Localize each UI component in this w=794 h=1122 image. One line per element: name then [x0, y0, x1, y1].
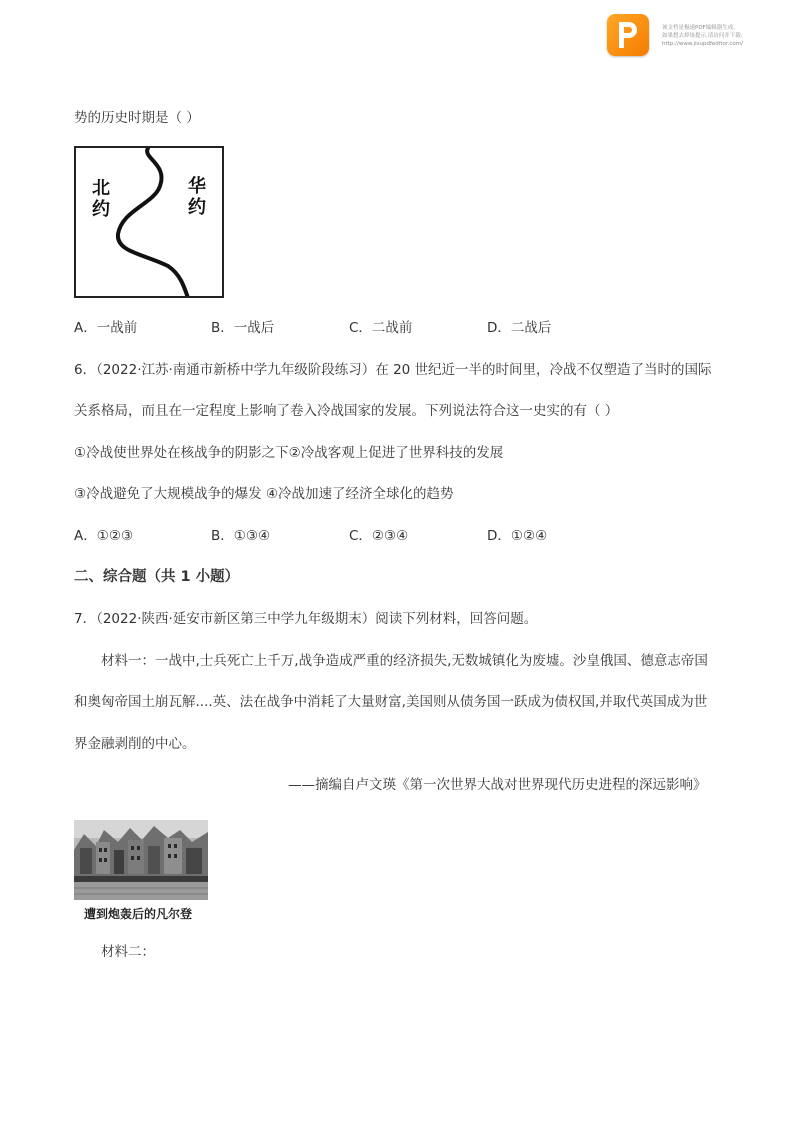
q6-stem-line2: 关系格局，而且在一定程度上影响了卷入冷战国家的发展。下列说法符合这一史实的有（ ）	[74, 403, 619, 419]
q7-stem: 7．（2022·陕西·延安市新区第三中学九年级期末）阅读下列材料，回答问题。	[74, 611, 538, 627]
q7-material2-label: 材料二：	[101, 944, 155, 960]
photo-caption: 遭到炮轰后的凡尔登	[84, 907, 193, 921]
nato-warsaw-map	[74, 146, 224, 298]
note-line: 如果想去掉该提示,请访问并下载:	[662, 33, 743, 39]
q7-material1-source: ——摘编自卢文瑛《第一次世界大战对世界现代历史进程的深远影响》	[288, 777, 707, 793]
watermark-note	[662, 24, 782, 48]
q5-option-a[interactable]: A．一战前	[74, 320, 138, 336]
map-label-warsaw-1: 华	[188, 176, 206, 197]
section-title: 二、综合题（共 1 小题）	[74, 569, 240, 585]
p-letter-icon	[616, 20, 640, 50]
verdun-photo	[74, 820, 208, 900]
q7-material1-line3: 界金融剥削的中心。	[74, 736, 196, 752]
map-boundary-line	[76, 148, 222, 296]
q6-option-c[interactable]: C．②③④	[349, 528, 409, 544]
q5-option-b[interactable]: B．一战后	[211, 320, 275, 336]
q5-option-d[interactable]: D．二战后	[487, 320, 552, 336]
q7-material1-line2: 和奥匈帝国土崩瓦解....英、法在战争中消耗了大量财富,美国则从债务国一跃成为债权国,并取代英国成为世	[74, 694, 708, 710]
q6-statement-1-2: ①冷战使世界处在核战争的阴影之下②冷战客观上促进了世界科技的发展	[74, 445, 504, 461]
q6-stem-line1: 6．（2022·江苏·南通市新桥中学九年级阶段练习）在 20 世纪近一半的时间里，冷战不仅塑造了当时的国际	[74, 362, 712, 378]
q6-option-b[interactable]: B．①③④	[211, 528, 271, 544]
q5-option-c[interactable]: C．二战前	[349, 320, 413, 336]
q6-option-d[interactable]: D．①②④	[487, 528, 548, 544]
note-line: http://www.jisupdfeditor.com/	[662, 41, 743, 47]
q5-stem: 势的历史时期是（ ）	[74, 110, 200, 126]
map-label-nato-2: 约	[92, 199, 110, 220]
map-label-nato-1: 北	[92, 178, 110, 199]
q6-statement-3-4: ③冷战避免了大规模战争的爆发 ④冷战加速了经济全球化的趋势	[74, 486, 454, 502]
ruined-town-image	[74, 820, 208, 900]
pdf-editor-logo	[607, 14, 649, 56]
note-line: 该文档是极速PDF编辑器生成,	[662, 25, 735, 31]
map-label-warsaw-2: 约	[188, 197, 206, 218]
q6-option-a[interactable]: A．①②③	[74, 528, 134, 544]
q7-material1-line1: 材料一：一战中,士兵死亡上千万,战争造成严重的经济损失,无数城镇化为废墟。沙皇俄国、德意志帝国	[101, 653, 708, 669]
